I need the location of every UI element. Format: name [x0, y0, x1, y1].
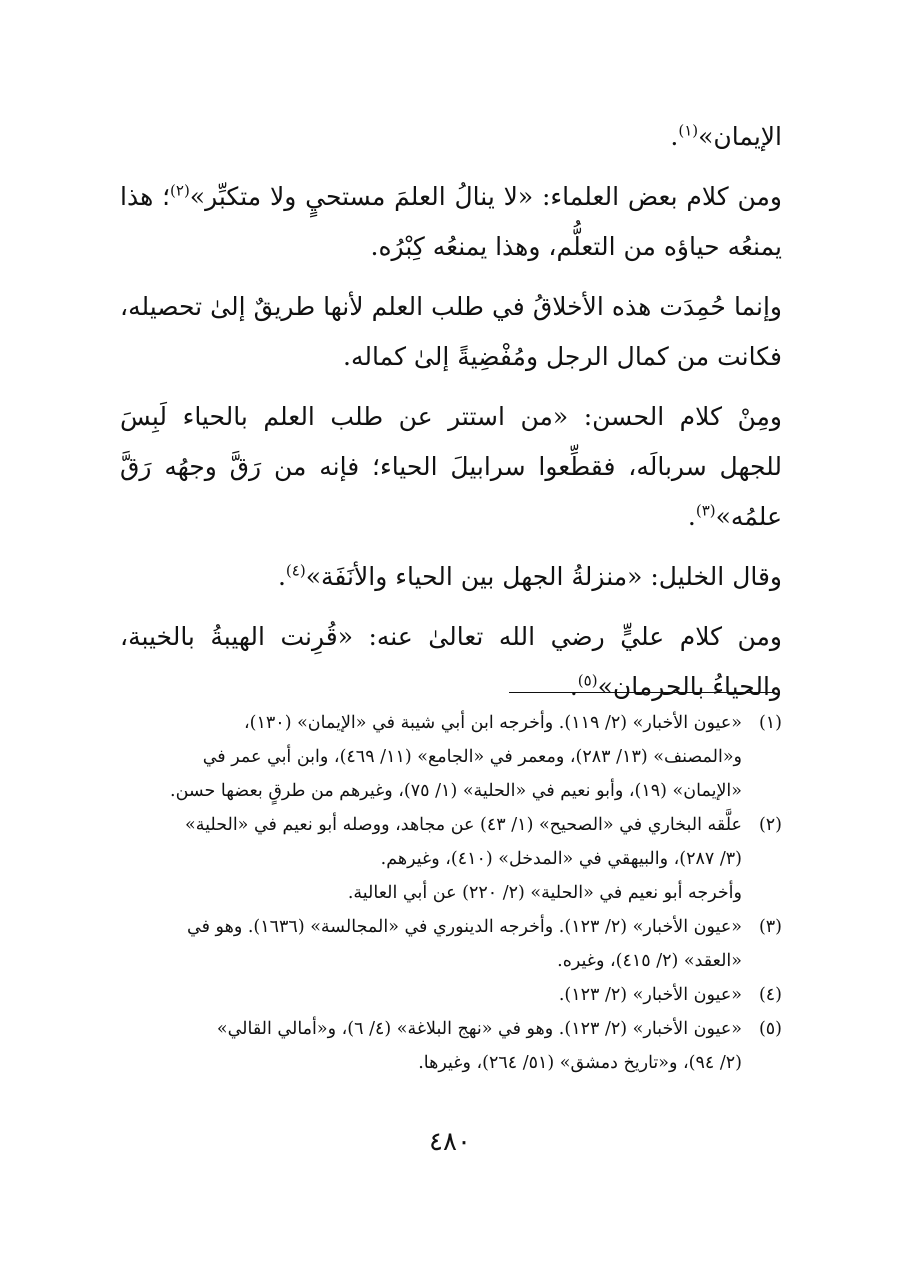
paragraph-3	[120, 392, 782, 542]
footnote-ref-3: (٣)	[695, 501, 716, 520]
footnote-text	[120, 910, 742, 978]
footnote-text	[120, 706, 742, 808]
paragraph-4	[120, 552, 782, 602]
paragraph-5	[120, 612, 782, 712]
footnote-line: «عيون الأخبار» (٢/ ١٢٣). وهو في «نهج البلاغة» (٤/ ٦)، و«أمالي القالي»	[216, 1019, 742, 1039]
paragraph-0	[120, 112, 782, 162]
footnote-line: علَّقه البخاري في «الصحيح» (١/ ٤٣) عن مجاهد، ووصله أبو نعيم في «الحلية»	[185, 815, 742, 835]
footnote-line: و«المصنف» (١٣/ ٢٨٣)، ومعمر في «الجامع» (١١/ ٤٦٩)، وابن أبي عمر في	[202, 747, 742, 767]
paragraph-0-end: .	[670, 122, 679, 151]
paragraph-3-text: ومِنْ كلام الحسن: «من استتر عن طلب العلم بالحياء لَبِسَ للجهل سربالَه، فقطِّعوا سرابيلَ الحياء؛ فإنه من رَقَّ وجهُه رَقَّ علمُه»	[120, 402, 782, 531]
footnote-4	[120, 978, 782, 1012]
paragraph-5-text: ومن كلام عليٍّ رضي الله تعالىٰ عنه: «قُرِنت الهيبةُ بالخيبة، والحياءُ بالحرمان»	[120, 622, 782, 701]
paragraph-1-end: ؛ هذا يمنعُه حياؤه من التعلُّم، وهذا يمنعُه كِبْرُه.	[120, 182, 782, 261]
footnote-ref-2: (٢)	[170, 181, 190, 200]
footnote-3	[120, 910, 782, 978]
footnote-text	[120, 1012, 742, 1080]
footnote-line: (٢/ ٩٤)، و«تاريخ دمشق» (٥١/ ٢٦٤)، وغيرها.	[418, 1053, 742, 1073]
paragraph-1-text: ومن كلام بعض العلماء: «لا ينالُ العلمَ مستحيٍ ولا متكبِّر»	[189, 182, 782, 211]
footnote-text	[120, 808, 742, 910]
footnote-text	[120, 978, 742, 1012]
footnote-number: (٥)	[758, 1019, 782, 1039]
paragraph-0-text: الإيمان»	[698, 122, 782, 151]
paragraph-4-end: .	[277, 562, 286, 591]
footnote-line: «الإيمان» (١٩)، وأبو نعيم في «الحلية» (١/ ٧٥)، وغيرهم من طرقٍ بعضها حسن.	[170, 781, 742, 801]
footnote-line: «عيون الأخبار» (٢/ ١٢٣). وأخرجه الدينوري في «المجالسة» (١٦٣٦). وهو في	[187, 917, 742, 937]
footnote-5	[120, 1012, 782, 1080]
footnote-ref-1: (١)	[678, 121, 699, 140]
footnote-2	[120, 808, 782, 910]
footnote-number: (٢)	[758, 815, 782, 835]
paragraph-5-end: .	[569, 672, 578, 701]
footnote-line: «عيون الأخبار» (٢/ ١١٩). وأخرجه ابن أبي شيبة في «الإيمان» (١٣٠)،	[244, 713, 742, 733]
footnote-ref-5: (٥)	[577, 671, 598, 690]
footnote-line: وأخرجه أبو نعيم في «الحلية» (٢/ ٢٢٠) عن أبي العالية.	[347, 883, 742, 903]
footnote-line: «العقد» (٢/ ٤١٥)، وغيره.	[557, 951, 742, 971]
paragraph-3-end: .	[687, 502, 696, 531]
footnote-number: (٣)	[758, 917, 782, 937]
paragraph-2	[120, 282, 782, 382]
paragraph-2-text: وإنما حُمِدَت هذه الأخلاقُ في طلب العلم لأنها طريقٌ إلىٰ تحصيله، فكانت من كمال الرجل ومُفْضِيةً إلىٰ كماله.	[120, 292, 782, 371]
paragraph-4-text: وقال الخليل: «منزلةُ الجهل بين الحياء والأنَفَة»	[305, 562, 782, 591]
footnote-1	[120, 706, 782, 808]
footnotes	[120, 706, 782, 1080]
footnote-separator	[509, 692, 774, 693]
footnote-number: (٤)	[758, 985, 782, 1005]
page-number: ٤٨٠	[429, 1127, 471, 1157]
footnote-line: (٣/ ٢٨٧)، والبيهقي في «المدخل» (٤١٠)، وغيرهم.	[380, 849, 742, 869]
main-text	[120, 112, 782, 722]
footnote-ref-4: (٤)	[285, 561, 306, 580]
paragraph-1	[120, 172, 782, 272]
footnote-number: (١)	[758, 713, 782, 733]
footnote-line: «عيون الأخبار» (٢/ ١٢٣).	[558, 985, 742, 1005]
